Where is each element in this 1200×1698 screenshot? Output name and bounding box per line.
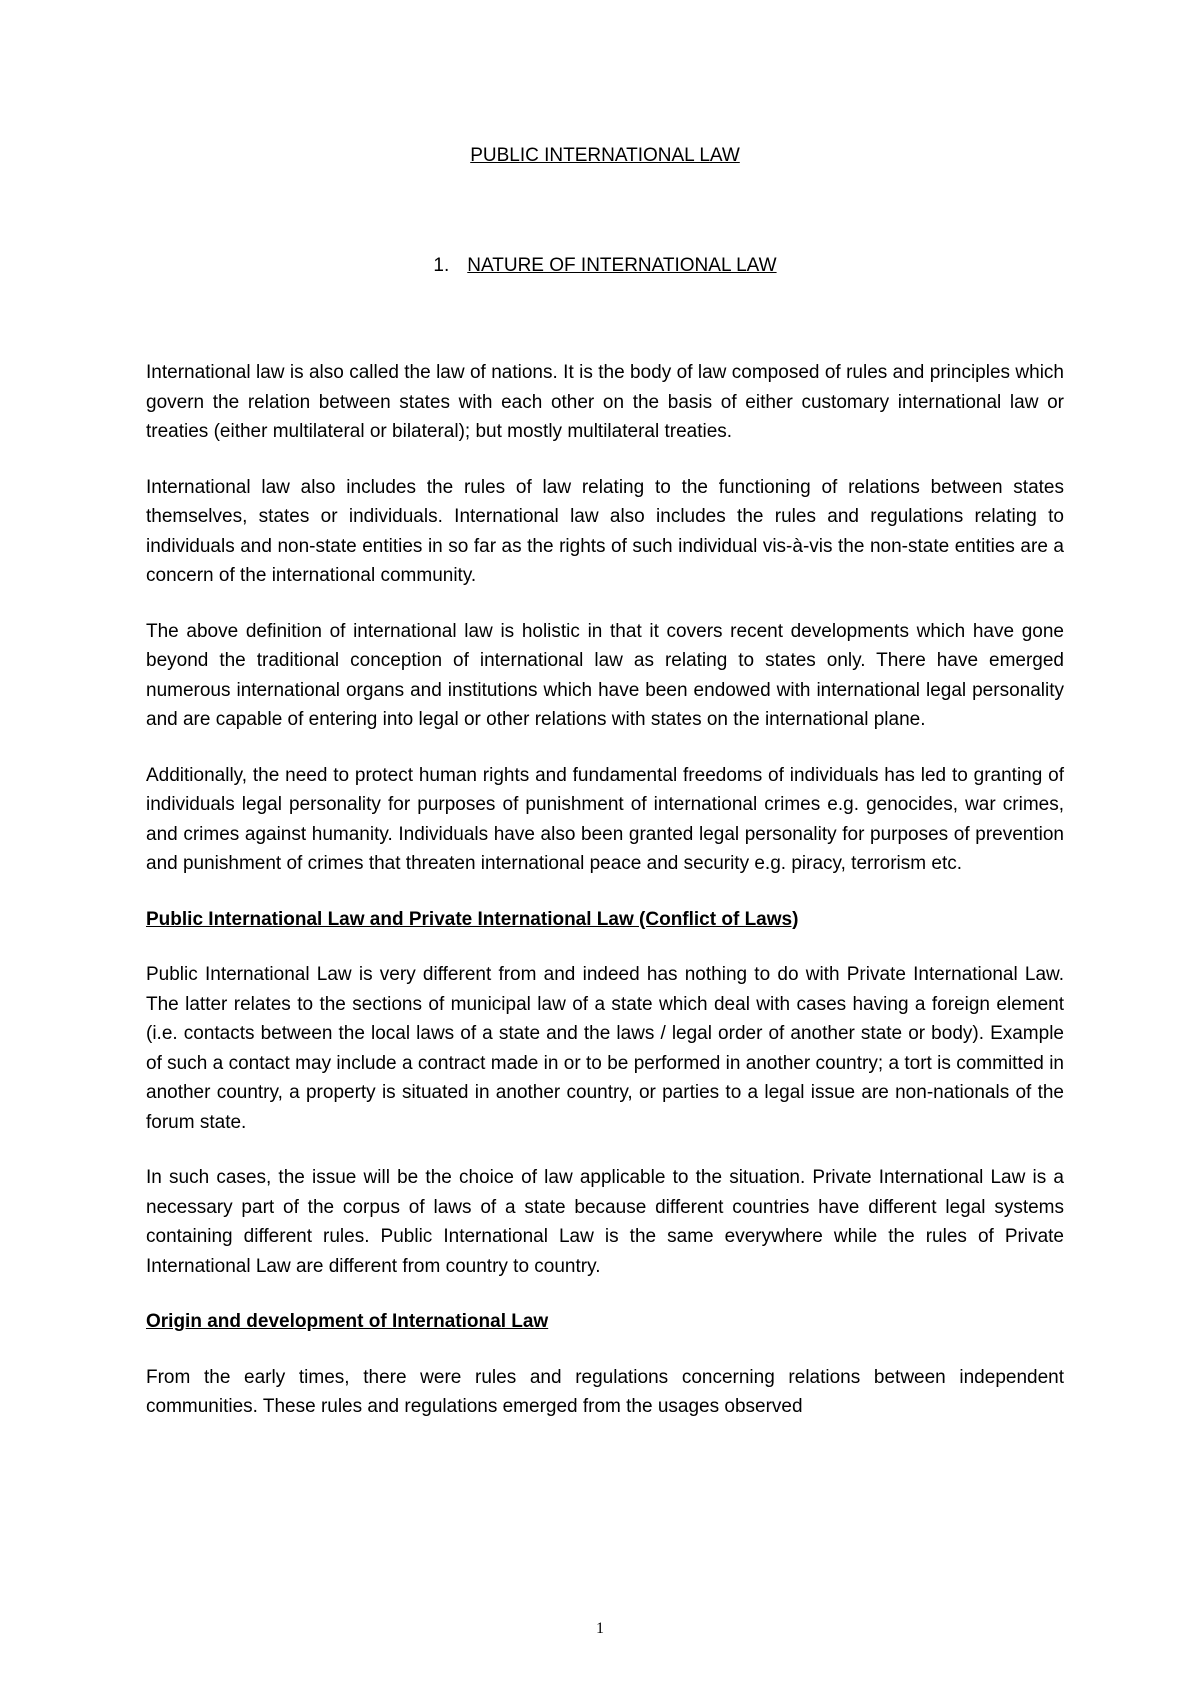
- paragraph: International law also includes the rules of law relating to the functioning of relations between states themselves, states or individuals. International law also includes the rules and regulations relating to individuals and non-state entities in so far as the rights of such individual vis-à-vis the non-state entities are a concern of the international community.: [146, 476, 1064, 586]
- paragraph: In such cases, the issue will be the choice of law applicable to the situation. Private International Law is a necessary part of the corpus of laws of a state because different countries have different legal systems containing different rules. Public International Law is the same everywhere while the rules of Private International Law are different from country to country.: [146, 1167, 1064, 1277]
- subheading-public-vs-private: Public International Law and Private International Law (Conflict of Laws): [146, 908, 799, 930]
- document-body: [146, 358, 1064, 1448]
- section-heading: [146, 252, 1064, 280]
- document-title: PUBLIC INTERNATIONAL LAW: [470, 145, 740, 166]
- paragraph: Additionally, the need to protect human rights and fundamental freedoms of individuals has led to granting of individuals legal personality for purposes of punishment of international crimes e.g. genocides, war crimes, and crimes against humanity. Individuals have also been granted legal personality for purposes of prevention and punishment of crimes that threaten international peace and security e.g. piracy, terrorism etc.: [146, 764, 1064, 874]
- section-number: 1.: [433, 255, 450, 276]
- paragraph: International law is also called the law of nations. It is the body of law composed of rules and principles which govern the relation between states with each other on the basis of either customary international law or treaties (either multilateral or bilateral); but mostly multilateral treaties.: [146, 362, 1064, 442]
- paragraph: The above definition of international law is holistic in that it covers recent developments which have gone beyond the traditional conception of international law as relating to states only. There have emerged numerous international organs and institutions which have been endowed with international legal personality and are capable of entering into legal or other relations with states on the international plane.: [146, 620, 1064, 730]
- paragraph: From the early times, there were rules and regulations concerning relations between independent communities. These rules and regulations emerged from the usages observed: [146, 1366, 1064, 1417]
- paragraph: Public International Law is very different from and indeed has nothing to do with Private International Law. The latter relates to the sections of municipal law of a state which deal with cases having a foreign element (i.e. contacts between the local laws of a state and the laws / legal order of another state or body). Example of such a contact may include a contract made in or to be performed in another country; a tort is committed in another country, a property is situated in another country, or parties to a legal issue are non-nationals of the forum state.: [146, 964, 1064, 1133]
- page-number: 1: [596, 1620, 604, 1637]
- section-title: NATURE OF INTERNATIONAL LAW: [467, 255, 777, 276]
- subheading-origin-development: Origin and development of International Law: [146, 1311, 549, 1332]
